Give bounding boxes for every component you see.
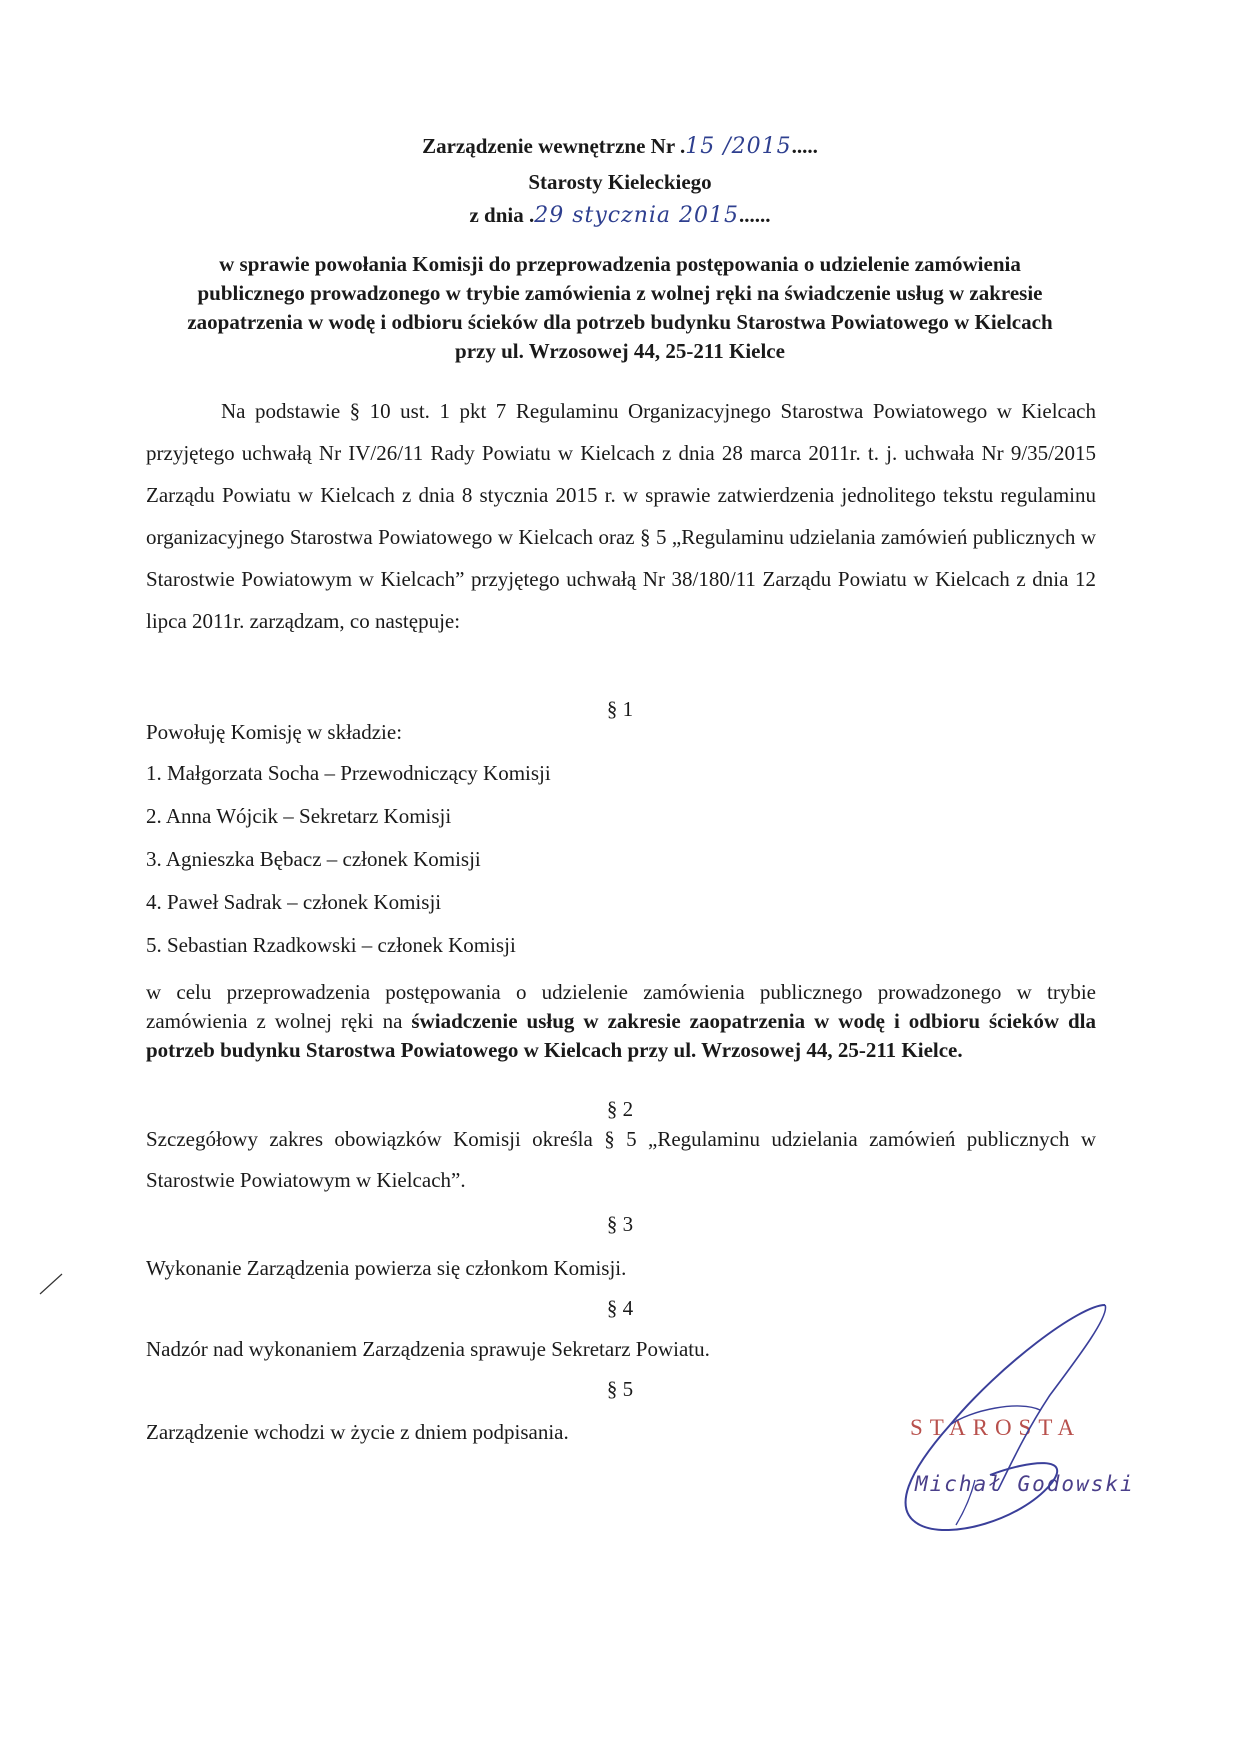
committee-member: 5. Sebastian Rzadkowski – członek Komisji bbox=[146, 933, 516, 957]
date-line bbox=[0, 203, 1240, 228]
purpose-subject-bold: świadczenie usług w zakresie zaopatrzenia w wodę i odbioru ścieków dla potrzeb budynku Starostwa Powiatowego w Kielcach przy ul. Wrzosowej 44, 25-211 Kielce. bbox=[146, 1009, 1096, 1062]
section-4-text: Nadzór nad wykonaniem Zarządzenia sprawuje Sekretarz Powiatu. bbox=[146, 1337, 710, 1361]
section-2-mark: § 2 bbox=[606, 1097, 634, 1121]
committee-member: 1. Małgorzata Socha – Przewodniczący Komisji bbox=[146, 761, 551, 785]
section-3-text: Wykonanie Zarządzenia powierza się członkom Komisji. bbox=[146, 1256, 627, 1280]
committee-member: 2. Anna Wójcik – Sekretarz Komisji bbox=[146, 804, 452, 828]
ordinance-number-line bbox=[0, 134, 1240, 159]
section-2-text: Szczegółowy zakres obowiązków Komisji określa § 5 „Regulaminu udzielania zamówień publicznych w Starostwie Powiatowym w Kielcach”. bbox=[146, 1127, 1096, 1192]
handwritten-date: 29 stycznia 2015 bbox=[534, 203, 740, 228]
section-1-mark: § 1 bbox=[606, 697, 634, 721]
section-3-mark: § 3 bbox=[606, 1212, 634, 1236]
committee-member: 3. Agnieszka Bębacz – członek Komisji bbox=[146, 847, 481, 871]
stamp-title: STAROSTA bbox=[910, 1415, 1082, 1440]
handwritten-ordinance-number: 15 /2015 bbox=[685, 134, 792, 159]
handwritten-signature-icon bbox=[880, 1285, 1150, 1535]
purpose-text: w celu przeprowadzenia postępowania o udzielenie zamówienia publicznego prowadzonego w trybie zamówienia z wolnej ręki na bbox=[146, 980, 1096, 1033]
committee-purpose bbox=[146, 978, 1096, 1065]
date-label: z dnia . bbox=[469, 203, 535, 227]
document-subject: w sprawie powołania Komisji do przeprowadzenia postępowania o udzielenie zamówienia publicznego prowadzonego w trybie zamówienia z wolnej ręki na świadczenie usług w zakresie zaopatrzenia w wodę i odbioru ścieków dla potrzeb budynku Starostwa Powiatowego w Kielcach przy ul. Wrzosowej 44, 25-211 Kielce bbox=[187, 252, 1053, 363]
section-5-mark: § 5 bbox=[606, 1377, 634, 1401]
stamp-name: Michał Godowski bbox=[915, 1472, 1135, 1496]
section-4-mark: § 4 bbox=[606, 1296, 634, 1320]
legal-basis-text: Na podstawie § 10 ust. 1 pkt 7 Regulaminu Organizacyjnego Starostwa Powiatowego w Kielcach przyjętego uchwałą Nr IV/26/11 Rady Powiatu w Kielcach z dnia 28 marca 2011r. t. j. uchwała Nr 9/35/2015 Zarządu Powiatu w Kielcach z dnia 8 stycznia 2015 r. w sprawie zatwierdzenia jednolitego tekstu regulaminu organizacyjnego Starostwa Powiatowego w Kielcach oraz § 5 „Regulaminu udzielania zamówień publicznych w Starostwie Powiatowym w Kielcach” przyjętego uchwałą Nr 38/180/11 Zarządu Powiatu w Kielcach z dnia 12 lipca 2011r. zarządzam, co następuje: bbox=[146, 399, 1096, 633]
number-dots: ..... bbox=[791, 134, 818, 158]
committee-members-list bbox=[146, 752, 551, 967]
committee-member: 4. Paweł Sadrak – członek Komisji bbox=[146, 890, 442, 914]
legal-basis-paragraph bbox=[146, 390, 1096, 642]
date-dots: ...... bbox=[739, 203, 771, 227]
committee-intro: Powołuję Komisję w składzie: bbox=[146, 720, 403, 744]
section-5-text: Zarządzenie wchodzi w życie z dniem podpisania. bbox=[146, 1420, 569, 1444]
margin-mark-icon bbox=[36, 1268, 66, 1298]
issuer-line: Starosty Kieleckiego bbox=[528, 170, 712, 194]
ordinance-number-label: Zarządzenie wewnętrzne Nr . bbox=[422, 134, 686, 158]
